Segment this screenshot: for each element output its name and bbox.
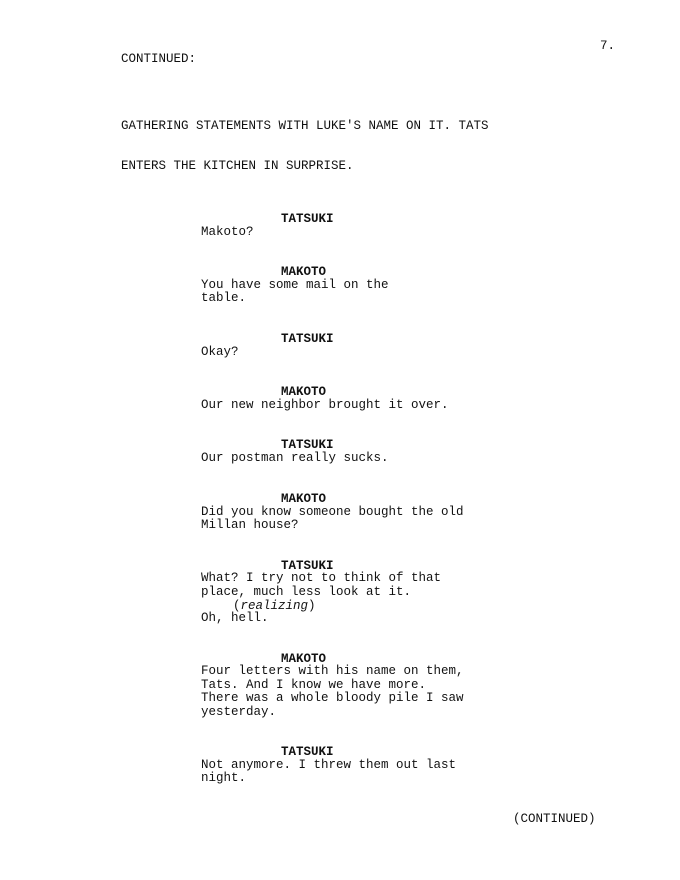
dialogue-line: Millan house?: [201, 518, 299, 532]
dialogue-line: yesterday.: [201, 705, 277, 719]
character-name: MAKOTO: [281, 652, 327, 666]
dialogue-line: Our new neighbor brought it over.: [201, 398, 449, 412]
dialogue-line: What? I try not to think of that: [201, 571, 442, 585]
character-name: TATSUKI: [281, 559, 334, 573]
character-name: MAKOTO: [281, 385, 327, 399]
parenthetical-open: (: [233, 599, 241, 613]
parenthetical-text: realizing: [240, 599, 309, 613]
character-name: MAKOTO: [281, 492, 327, 506]
continued-footer: (CONTINUED): [513, 812, 596, 826]
page-number: 7.: [600, 39, 616, 53]
dialogue-line: Four letters with his name on them,: [201, 664, 464, 678]
character-name: TATSUKI: [281, 332, 334, 346]
action-line-2: ENTERS THE KITCHEN IN SURPRISE.: [121, 159, 354, 173]
continued-header: CONTINUED:: [121, 52, 197, 66]
dialogue-line: You have some mail on the: [201, 278, 389, 292]
dialogue-line: Tats. And I know we have more.: [201, 678, 427, 692]
dialogue-line: Our postman really sucks.: [201, 451, 389, 465]
dialogue-line: Okay?: [201, 345, 239, 359]
dialogue-line: Did you know someone bought the old: [201, 505, 464, 519]
character-name: TATSUKI: [281, 745, 334, 759]
dialogue-line: place, much less look at it.: [201, 585, 412, 599]
character-name: TATSUKI: [281, 438, 334, 452]
dialogue-line: Makoto?: [201, 225, 254, 239]
character-name: TATSUKI: [281, 212, 334, 226]
dialogue-line: Oh, hell.: [201, 611, 269, 625]
parenthetical-close: ): [308, 599, 316, 613]
dialogue-line: night.: [201, 771, 247, 785]
action-line-1: GATHERING STATEMENTS WITH LUKE'S NAME ON IT. TATS: [121, 119, 489, 133]
character-name: MAKOTO: [281, 265, 327, 279]
dialogue-line: table.: [201, 291, 247, 305]
dialogue-line: Not anymore. I threw them out last: [201, 758, 457, 772]
dialogue-line: There was a whole bloody pile I saw: [201, 691, 464, 705]
